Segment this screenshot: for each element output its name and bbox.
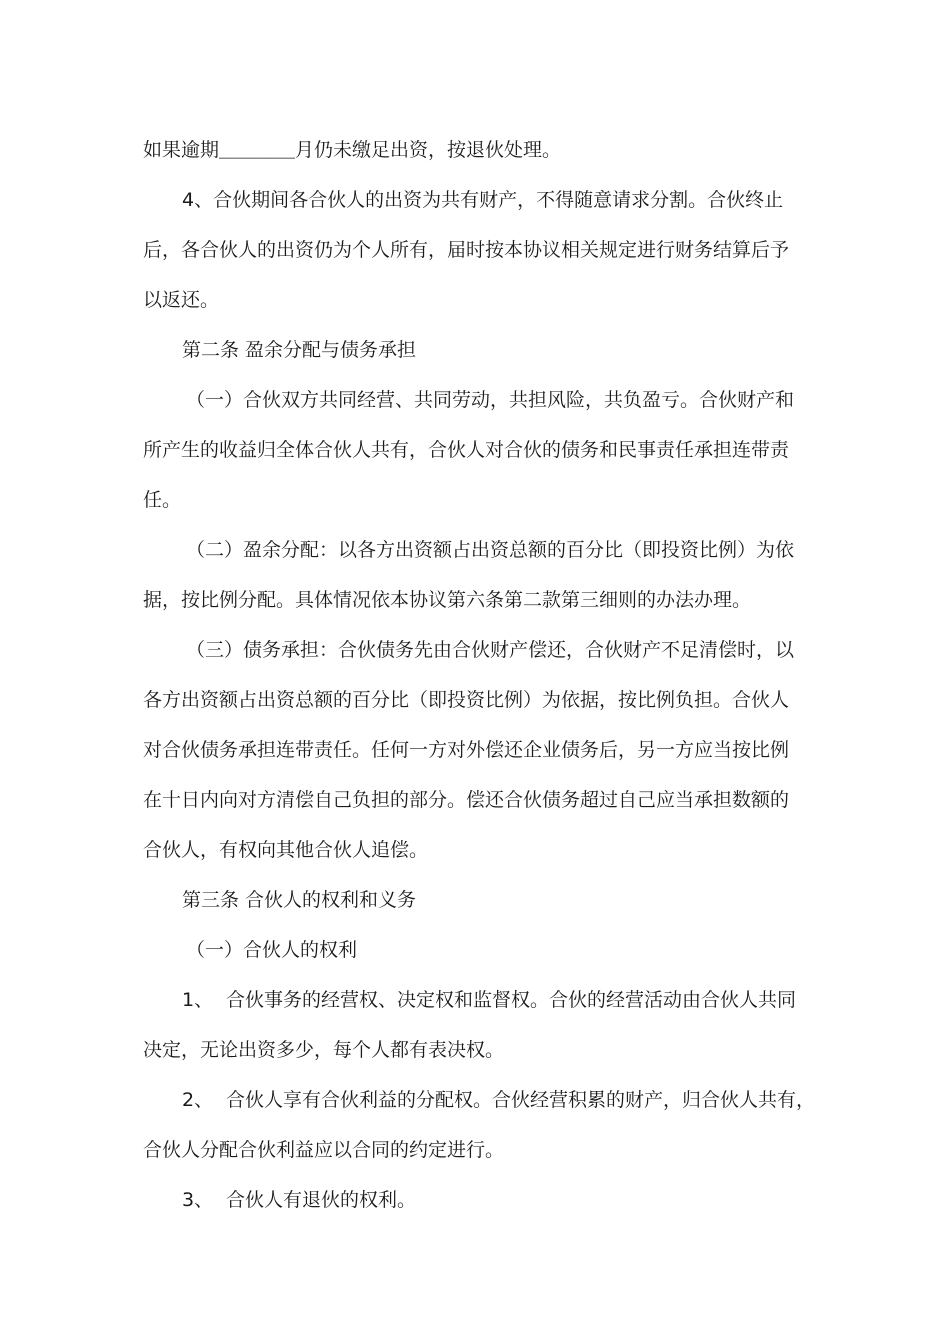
text-line: 以返还。 xyxy=(143,289,220,311)
text-line: 后，各合伙人的出资仍为个人所有，届时按本协议相关规定进行财务结算后予 xyxy=(143,239,790,261)
text-line: 所产生的收益归全体合伙人共有，合伙人对合伙的债务和民事责任承担连带责 xyxy=(143,439,790,461)
list-item xyxy=(182,1188,416,1212)
list-item-text: 合伙人有退伙的权利。 xyxy=(226,1189,417,1211)
text-line: （三）债务承担：合伙债务先由合伙财产偿还，合伙财产不足清偿时，以 xyxy=(186,639,795,661)
subsection-heading: （一）合伙人的权利 xyxy=(186,939,358,961)
list-item-number: 3、 xyxy=(182,1189,214,1211)
section-heading: 第二条 盈余分配与债务承担 xyxy=(182,339,417,361)
list-item-text: 合伙人享有合伙利益的分配权。合伙经营积累的财产，归合伙人共有， xyxy=(226,1089,816,1111)
text-line: 据，按比例分配。具体情况依本协议第六条第二款第三细则的办法办理。 xyxy=(143,589,752,611)
list-item xyxy=(182,1088,815,1112)
text-line: 任。 xyxy=(143,489,182,511)
text-line: （二）盈余分配：以各方出资额占出资总额的百分比（即投资比例）为依 xyxy=(186,539,795,561)
text-line: 如果逾期＿＿＿＿月仍未缴足出资，按退伙处理。 xyxy=(143,139,562,161)
list-item-number: 1、 xyxy=(182,989,214,1011)
text-line: （一）合伙双方共同经营、共同劳动，共担风险，共负盈亏。合伙财产和 xyxy=(186,389,795,411)
text-line: 在十日内向对方清偿自己负担的部分。偿还合伙债务超过自己应当承担数额的 xyxy=(143,789,790,811)
text-line: 合伙人分配合伙利益应以合同的约定进行。 xyxy=(143,1139,505,1161)
list-item xyxy=(182,988,796,1012)
text-line: 决定，无论出资多少，每个人都有表决权。 xyxy=(143,1039,505,1061)
text-line: 对合伙债务承担连带责任。任何一方对外偿还企业债务后，另一方应当按比例 xyxy=(143,739,790,761)
text-line: 合伙人，有权向其他合伙人追偿。 xyxy=(143,839,429,861)
section-heading: 第三条 合伙人的权利和义务 xyxy=(182,889,417,911)
text-line: 各方出资额占出资总额的百分比（即投资比例）为依据，按比例负担。合伙人 xyxy=(143,689,790,711)
list-item-text: 合伙事务的经营权、决定权和监督权。合伙的经营活动由合伙人共同 xyxy=(226,989,797,1011)
text-line: 4、合伙期间各合伙人的出资为共有财产，不得随意请求分割。合伙终止 xyxy=(182,189,784,211)
list-item-number: 2、 xyxy=(182,1089,214,1111)
